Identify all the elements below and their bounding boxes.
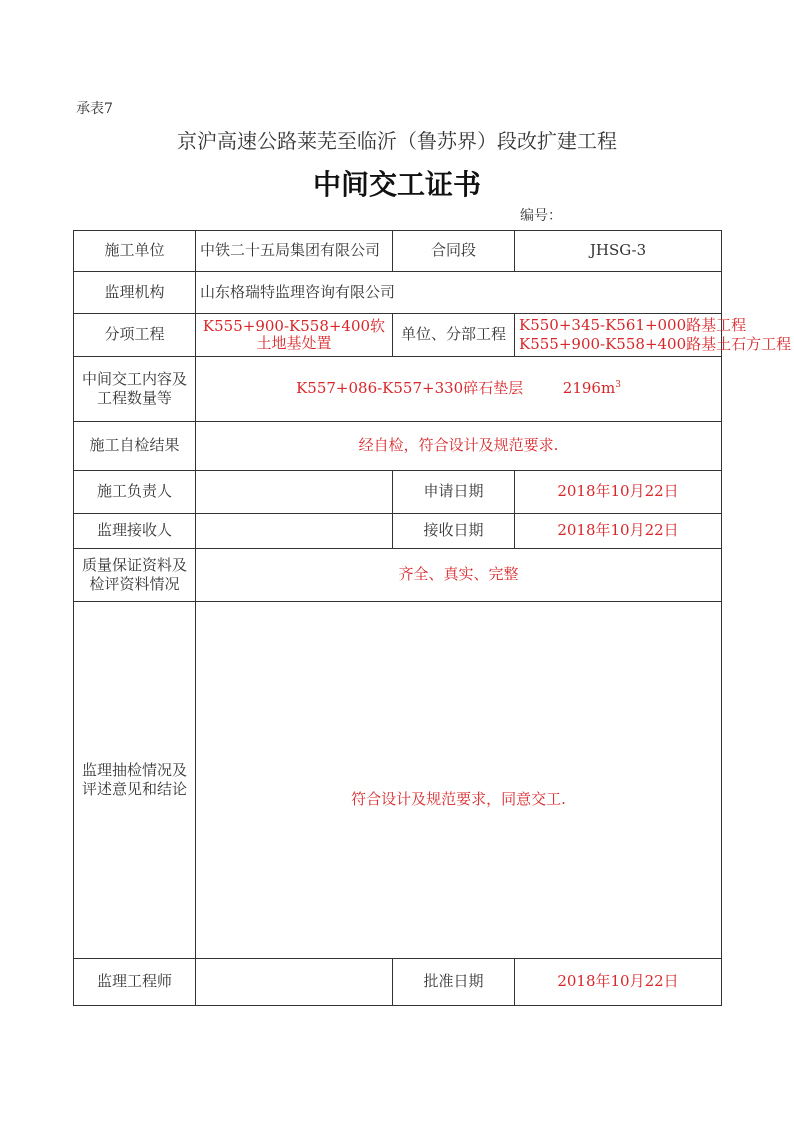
row-sub-item [74,314,722,357]
contract-section-value: JHSG-3 [515,231,722,272]
contractor-label: 施工单位 [74,231,196,272]
contractor-value: 中铁二十五局集团有限公司 [196,231,393,272]
row-self-check [74,422,722,471]
inspection-label: 监理抽检情况及评述意见和结论 [74,602,196,959]
row-construction-lead [74,471,722,514]
receive-date-value: 2018年10月22日 [515,514,722,549]
handover-quantity-unit-sup: 3 [615,380,621,391]
row-contractor [74,231,722,272]
project-title: 京沪高速公路莱芜至临沂（鲁苏界）段改扩建工程 [177,129,617,153]
supervising-engineer-label: 监理工程师 [74,959,196,1006]
self-check-label: 施工自检结果 [74,422,196,471]
construction-lead-value [196,471,393,514]
quality-docs-label: 质量保证资料及检评资料情况 [74,549,196,602]
supervisor-receiver-label: 监理接收人 [74,514,196,549]
unit-project-line-2: K555+900-K558+400路基土石方工程 [519,335,792,353]
row-supervisor-org [74,272,722,314]
row-quality-docs [74,549,722,602]
row-inspection [74,602,722,959]
approve-date-value: 2018年10月22日 [515,959,722,1006]
handover-content-text: K557+086-K557+330碎石垫层 [296,379,524,398]
construction-lead-label: 施工负责人 [74,471,196,514]
row-supervisor-receiver [74,514,722,549]
apply-date-label: 申请日期 [393,471,515,514]
unit-project-value [515,314,792,357]
row-handover-content [74,357,722,422]
supervisor-org-label: 监理机构 [74,272,196,314]
supervisor-receiver-value [196,514,393,549]
sub-item-label: 分项工程 [74,314,196,357]
unit-project-label: 单位、分部工程 [393,314,515,357]
supervising-engineer-value [196,959,393,1006]
certificate-table [73,230,792,1006]
document-title: 中间交工证书 [312,168,481,201]
handover-content-value [196,357,722,422]
quality-docs-value: 齐全、真实、完整 [196,549,722,602]
row-supervising-engineer [74,959,722,1006]
unit-project-line-1: K550+345-K561+000路基工程 [519,315,747,334]
handover-content-label: 中间交工内容及工程数量等 [74,357,196,422]
receive-date-label: 接收日期 [393,514,515,549]
supervisor-org-value: 山东格瑞特监理咨询有限公司 [196,272,722,314]
form-code: 承表7 [76,101,113,117]
serial-number-label: 编号： [520,208,562,224]
handover-quantity: 2196m [562,379,616,398]
apply-date-value: 2018年10月22日 [515,471,722,514]
contract-section-label: 合同段 [393,231,515,272]
approve-date-label: 批准日期 [393,959,515,1006]
inspection-value: 符合设计及规范要求，同意交工. [196,602,722,959]
sub-item-value: K555+900-K558+400软土地基处置 [196,314,393,357]
self-check-value: 经自检，符合设计及规范要求. [196,422,722,471]
